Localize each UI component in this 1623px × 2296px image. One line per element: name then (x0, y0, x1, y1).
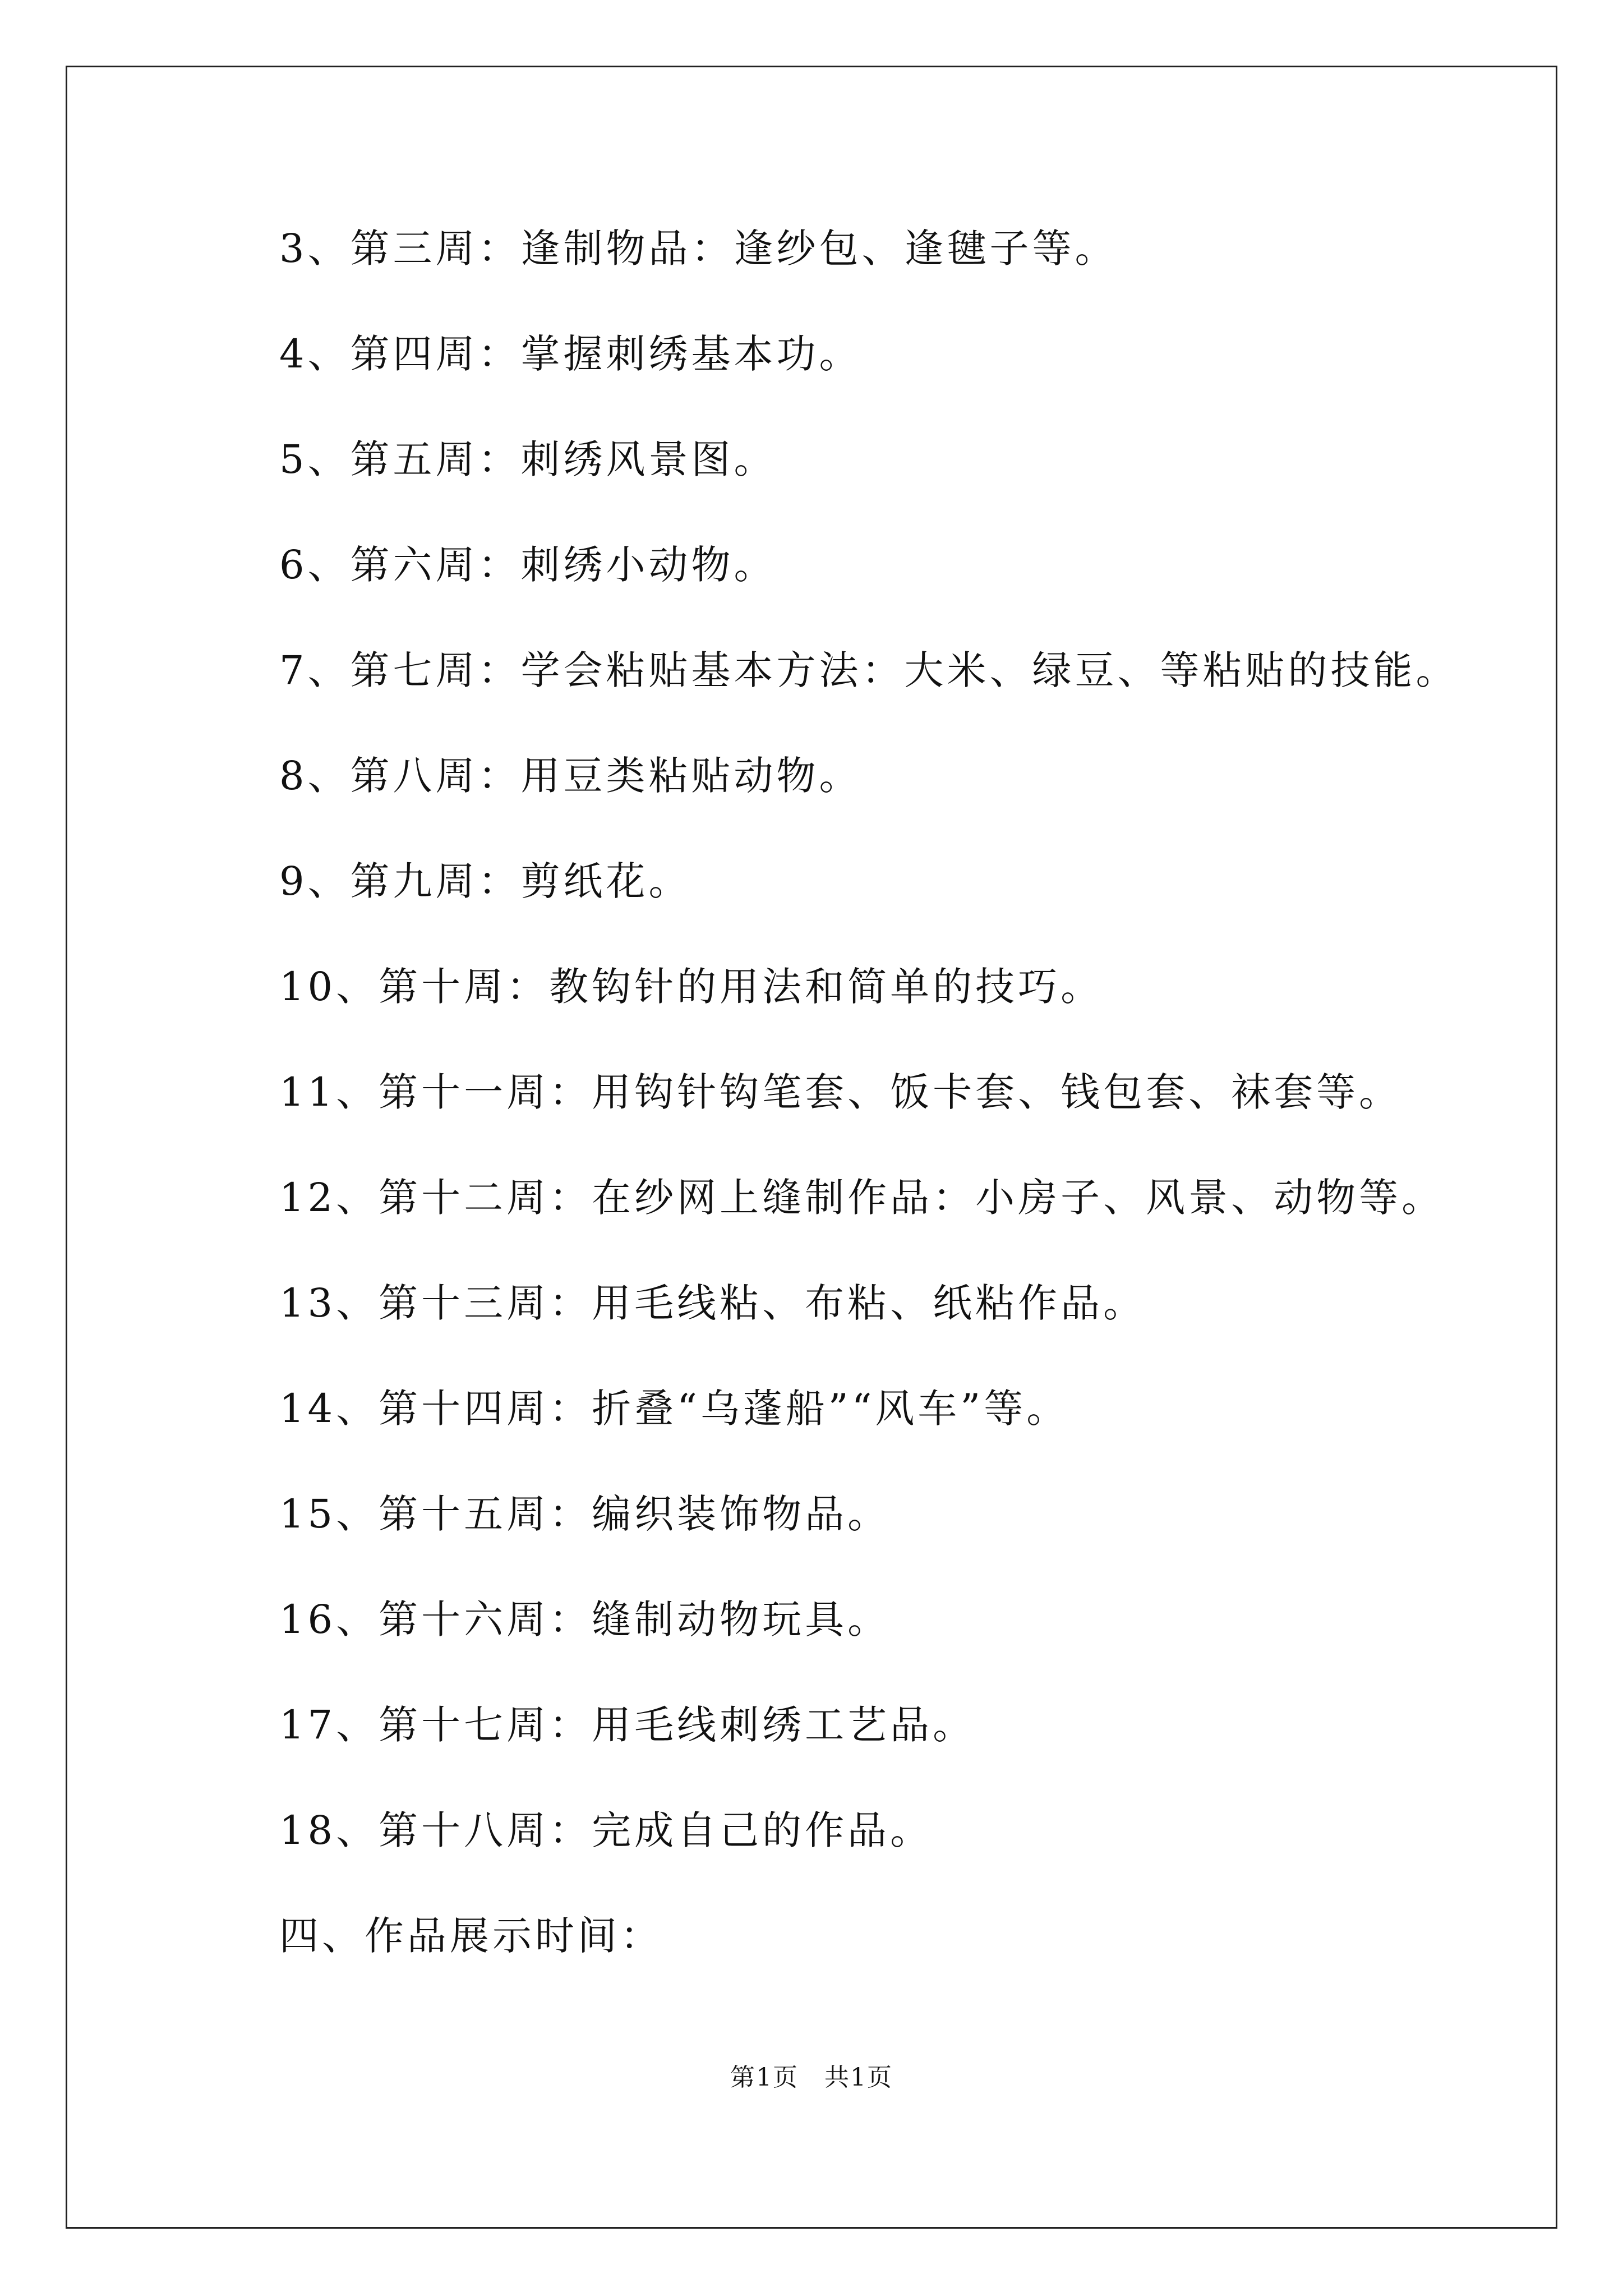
list-item: 12、第十二周：在纱网上缝制作品：小房子、风景、动物等。 (279, 1175, 1445, 1221)
list-item: 17、第十七周：用毛线刺绣工艺品。 (279, 1702, 976, 1748)
list-item: 18、第十八周：完成自己的作品。 (279, 1807, 933, 1853)
list-item: 4、第四周：掌握刺绣基本功。 (279, 331, 862, 377)
list-item: 14、第十四周：折叠“乌蓬船”“风车”等。 (279, 1386, 1069, 1432)
section-heading: 四、作品展示时间： (279, 1913, 663, 1959)
list-item: 6、第六周：刺绣小动物。 (279, 542, 777, 588)
list-item: 15、第十五周：编织装饰物品。 (279, 1491, 891, 1537)
page-number-footer: 第1页 共1页 (730, 2063, 893, 2092)
list-item: 8、第八周：用豆类粘贴动物。 (279, 753, 862, 799)
list-item: 13、第十三周：用毛线粘、布粘、纸粘作品。 (279, 1280, 1146, 1326)
list-item: 11、第十一周：用钩针钩笔套、饭卡套、钱包套、袜套等。 (279, 1069, 1402, 1115)
list-item: 5、第五周：刺绣风景图。 (279, 436, 777, 482)
page-border (66, 66, 1557, 2229)
list-item: 7、第七周：学会粘贴基本方法：大米、绿豆、等粘贴的技能。 (279, 647, 1459, 693)
list-item: 9、第九周：剪纸花。 (279, 858, 691, 904)
list-item: 10、第十周：教钩针的用法和简单的技巧。 (279, 964, 1104, 1010)
list-item: 16、第十六周：缝制动物玩具。 (279, 1596, 891, 1642)
list-item: 3、第三周：逢制物品：逢纱包、逢毽子等。 (279, 226, 1118, 272)
